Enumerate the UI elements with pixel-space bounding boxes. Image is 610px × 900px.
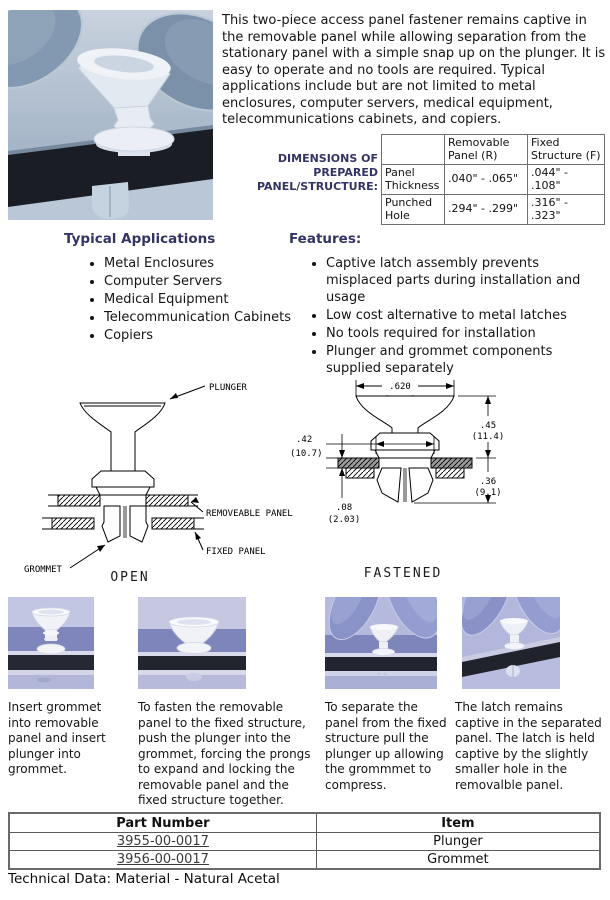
step-photo-3-image (325, 597, 437, 689)
applications-list (86, 255, 304, 345)
dim-value: .040" - .065" (445, 165, 528, 195)
fixed-panel-hatch-right (436, 468, 464, 478)
dim-panel-mm: (2.03) (327, 515, 361, 525)
dim-depth-mm: (9.1) (474, 488, 502, 498)
step-caption-2: To fasten the removable panel to the fixed structure, push the plunger into the grommet, forcing the prongs to expand and locking the removable panel and the fixed structure together. (138, 700, 311, 807)
fixed-panel-hatch-left (346, 468, 374, 478)
list-item: • Telecommunication Cabinets (104, 309, 304, 326)
dim-collar-in: .42 (296, 435, 313, 445)
dimensions-table-wrap (381, 134, 605, 225)
table-row (382, 195, 605, 225)
dim-width-in: .620 (389, 382, 411, 392)
list-item: • Metal Enclosures (104, 255, 304, 272)
removable-panel-label: REMOVEABLE PANEL (206, 509, 293, 519)
part-item-name: Grommet (316, 851, 600, 870)
main-product-photo (8, 10, 213, 220)
open-caption: OPEN (110, 570, 150, 585)
step-photo-4 (462, 597, 560, 689)
technical-drawing (8, 372, 602, 590)
fixed-panel-hatch-left (52, 518, 94, 529)
main-product-photo-image (8, 10, 213, 220)
dim-col-removable: Removable Panel (R) (445, 135, 528, 165)
grommet-label: GROMMET (24, 565, 62, 575)
dim-depth-in: .36 (479, 477, 497, 487)
list-item: • Computer Servers (104, 273, 304, 290)
parts-table-wrap (8, 812, 601, 870)
part-number-link-plunger[interactable]: 3955-00-0017 (116, 834, 209, 849)
part-number-link-grommet[interactable]: 3956-00-0017 (116, 852, 209, 867)
parts-table (8, 812, 601, 870)
technical-drawing-svg (8, 372, 602, 590)
grommet-prong-left (377, 468, 401, 502)
dimensions-label: DIMENSIONS OF PREPARED PANEL/STRUCTURE: (256, 152, 378, 193)
step-photo-3 (325, 597, 437, 689)
dim-value: .294" - .299" (445, 195, 528, 225)
removable-panel-hatch-left (58, 495, 100, 506)
dim-corner-cell (382, 135, 445, 165)
table-row (9, 851, 600, 870)
dimensions-table (381, 134, 605, 225)
parts-header-part-number: Part Number (9, 813, 316, 833)
parts-header-item: Item (316, 813, 600, 833)
fixed-panel-hatch-right (152, 518, 194, 529)
list-item: • Plunger and grommet components supplied separately (326, 343, 608, 377)
grommet-prong-right (409, 468, 433, 502)
plunger-label: PLUNGER (209, 383, 247, 393)
step-caption-4: The latch remains captive in the separated panel. The latch is held captive by the slightly smaller hole in the removalble panel. (455, 700, 602, 792)
dim-collar-mm: (10.7) (290, 449, 323, 459)
dim-height-mm: (11.4) (471, 432, 505, 442)
step-photo-2-image (138, 597, 246, 689)
list-item: • Low cost alternative to metal latches (326, 307, 608, 324)
list-item: • Copiers (104, 327, 304, 344)
dim-col-fixed: Fixed Structure (F) (528, 135, 605, 165)
fastened-caption: FASTENED (363, 566, 443, 581)
grommet-prong-left (102, 506, 120, 542)
step-photo-2 (138, 597, 246, 689)
list-item: • No tools required for installation (326, 325, 608, 342)
removable-panel-hatch-right (146, 495, 188, 506)
table-row (382, 165, 605, 195)
dim-row-label: Punched Hole (382, 195, 445, 225)
step-photo-4-image (462, 597, 560, 689)
part-item-name: Plunger (316, 833, 600, 851)
features-list (308, 255, 608, 378)
step-photo-1 (8, 597, 94, 689)
step-photo-1-image (8, 597, 94, 689)
dim-row-label: Panel Thickness (382, 165, 445, 195)
intro-paragraph: This two-piece access panel fastener remains captive in the removable panel while allowing separation from the stationary panel with a simple snap up on the plunger. It is easy to operate and no tools are required. Typical applications include but are not limited to metal enclosures, computer servers, medical equipment, telecommunications cabinets, and copiers. (222, 13, 606, 127)
dim-value: .044" - .108" (528, 165, 605, 195)
technical-data-note: Technical Data: Material - Natural Acetal (8, 871, 280, 887)
dim-height-in: .45 (479, 421, 497, 431)
dim-panel-in: .08 (335, 503, 353, 513)
fastened-view (290, 380, 504, 581)
open-view (24, 383, 293, 585)
grommet-prong-right (130, 506, 148, 542)
table-row (9, 833, 600, 851)
dim-value: .316" - .323" (528, 195, 605, 225)
step-caption-1: Insert grommet into removable panel and insert plunger into grommet. (8, 700, 106, 776)
step-caption-3: To separate the panel from the fixed structure pull the plunger up allowing the grommmet to compress. (325, 700, 447, 792)
features-heading: Features: (289, 231, 362, 247)
list-item: • Captive latch assembly prevents misplaced parts during installation and usage (326, 255, 608, 306)
fixed-panel-label: FIXED PANEL (206, 547, 266, 557)
applications-heading: Typical Applications (64, 231, 216, 247)
list-item: • Medical Equipment (104, 291, 304, 308)
